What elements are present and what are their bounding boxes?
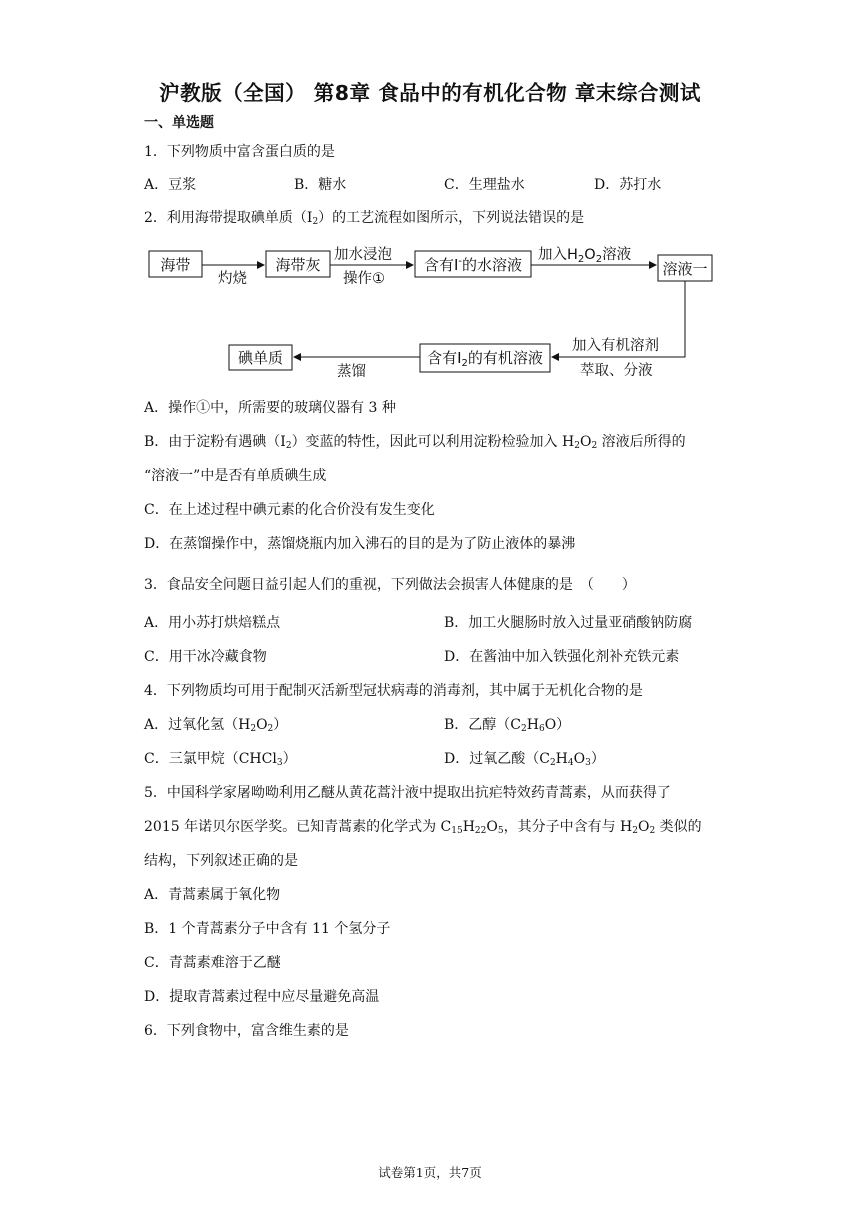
q5-stem-line1: 5．中国科学家屠呦呦利用乙醚从黄花蒿汁液中提取出抗疟特效药青蒿素，从而获得了: [144, 785, 671, 801]
q5-option-c: C．青蒿素难溶于乙醚: [144, 955, 281, 971]
q5-stem-line2: 2015 年诺贝尔医学奖。已知青蒿素的化学式为 $C_{15}H_{22}O_5$，其分子中含有与 $H_2O_2$ 类似的: [144, 819, 702, 836]
q2-stem: 2．利用海带提取碘单质$(I_2)$的工艺流程如图所示，下列说法错误的是: [144, 210, 585, 227]
q3-option-b: B．加工火腿肠时放入过量亚硝酸钠防腐: [444, 615, 693, 631]
flow-label-kelp: 海带: [160, 256, 191, 274]
q3-stem: 3．食品安全问题日益引起人们的重视，下列做法会损害人体健康的是 （ ）: [144, 577, 636, 593]
flow-step-operation-one: 操作①: [343, 271, 385, 287]
page-title: 沪教版（全国） 第8章 食品中的有机化合物 章末综合测试: [159, 81, 701, 105]
q2-option-b-cont: “溶液一”中是否有单质碘生成: [144, 468, 327, 484]
page-footer: 试卷第1页，共7页: [378, 1165, 482, 1180]
q6-stem: 6．下列食物中，富含维生素的是: [144, 1023, 349, 1039]
q2-option-c: C．在上述过程中碘元素的化合价没有发生变化: [144, 502, 435, 518]
q2-option-a: A．操作①中，所需要的玻璃仪器有 3 种: [144, 400, 396, 416]
flow-step-distill: 蒸馏: [337, 364, 366, 380]
q1-option-b: B．糖水: [294, 177, 347, 193]
q1-option-d: D．苏打水: [594, 177, 662, 193]
q3-option-a: A．用小苏打烘焙糕点: [144, 615, 281, 631]
q3-option-c: C．用干冰冷藏食物: [144, 649, 267, 665]
flow-label-iodide-solution: 含有I-的水溶液: [423, 256, 523, 274]
q4-option-d: D．过氧乙酸$(C_2H_4O_3)$: [444, 751, 605, 768]
flow-label-solution-one: 溶液一: [662, 260, 708, 278]
section-heading: 一、单选题: [144, 115, 214, 131]
flow-label-organic-solution: 含有$I_2$的有机溶液: [427, 349, 543, 369]
q3-option-d: D．在酱油中加入铁强化剂补充铁元素: [444, 649, 680, 665]
flow-step-add-h2o2: 加入$H_2O_2$溶液: [538, 247, 632, 265]
flow-label-kelp-ash: 海带灰: [275, 256, 321, 274]
process-flow-diagram: [0, 235, 860, 395]
q4-option-a: A．过氧化氢$(H_2O_2)$: [144, 717, 288, 734]
q1-option-c: C．生理盐水: [444, 177, 525, 193]
flow-step-burn: 灼烧: [218, 271, 247, 287]
q4-option-c: C．三氯甲烷（CHCl$_3$）: [144, 751, 297, 768]
flow-step-soak: 加水浸泡: [334, 247, 392, 263]
q5-option-a: A．青蒿素属于氧化物: [144, 887, 281, 903]
q2-option-b: B．由于淀粉有遇碘$(I_2)$变蓝的特性，因此可以利用淀粉检验加入 $H_2O_2$ 溶液后所得的: [144, 434, 686, 451]
flow-label-iodine: 碘单质: [237, 349, 284, 367]
q5-stem-line3: 结构，下列叙述正确的是: [144, 853, 298, 869]
q1-stem: 1．下列物质中富含蛋白质的是: [144, 144, 335, 160]
q1-option-a: A．豆浆: [144, 177, 197, 193]
q5-option-d: D．提取青蒿素过程中应尽量避免高温: [144, 989, 380, 1005]
flow-step-extract-separate: 萃取、分液: [580, 363, 653, 379]
flow-step-add-organic-solvent: 加入有机溶剂: [572, 338, 659, 354]
q4-option-b: B．乙醇$(C_2H_6O)$: [444, 717, 571, 734]
q2-option-d: D．在蒸馏操作中，蒸馏烧瓶内加入沸石的目的是为了防止液体的暴沸: [144, 536, 576, 552]
q4-stem: 4．下列物质均可用于配制灭活新型冠状病毒的消毒剂，其中属于无机化合物的是: [144, 683, 643, 699]
q5-option-b: B．1 个青蒿素分子中含有 11 个氢分子: [144, 921, 391, 937]
